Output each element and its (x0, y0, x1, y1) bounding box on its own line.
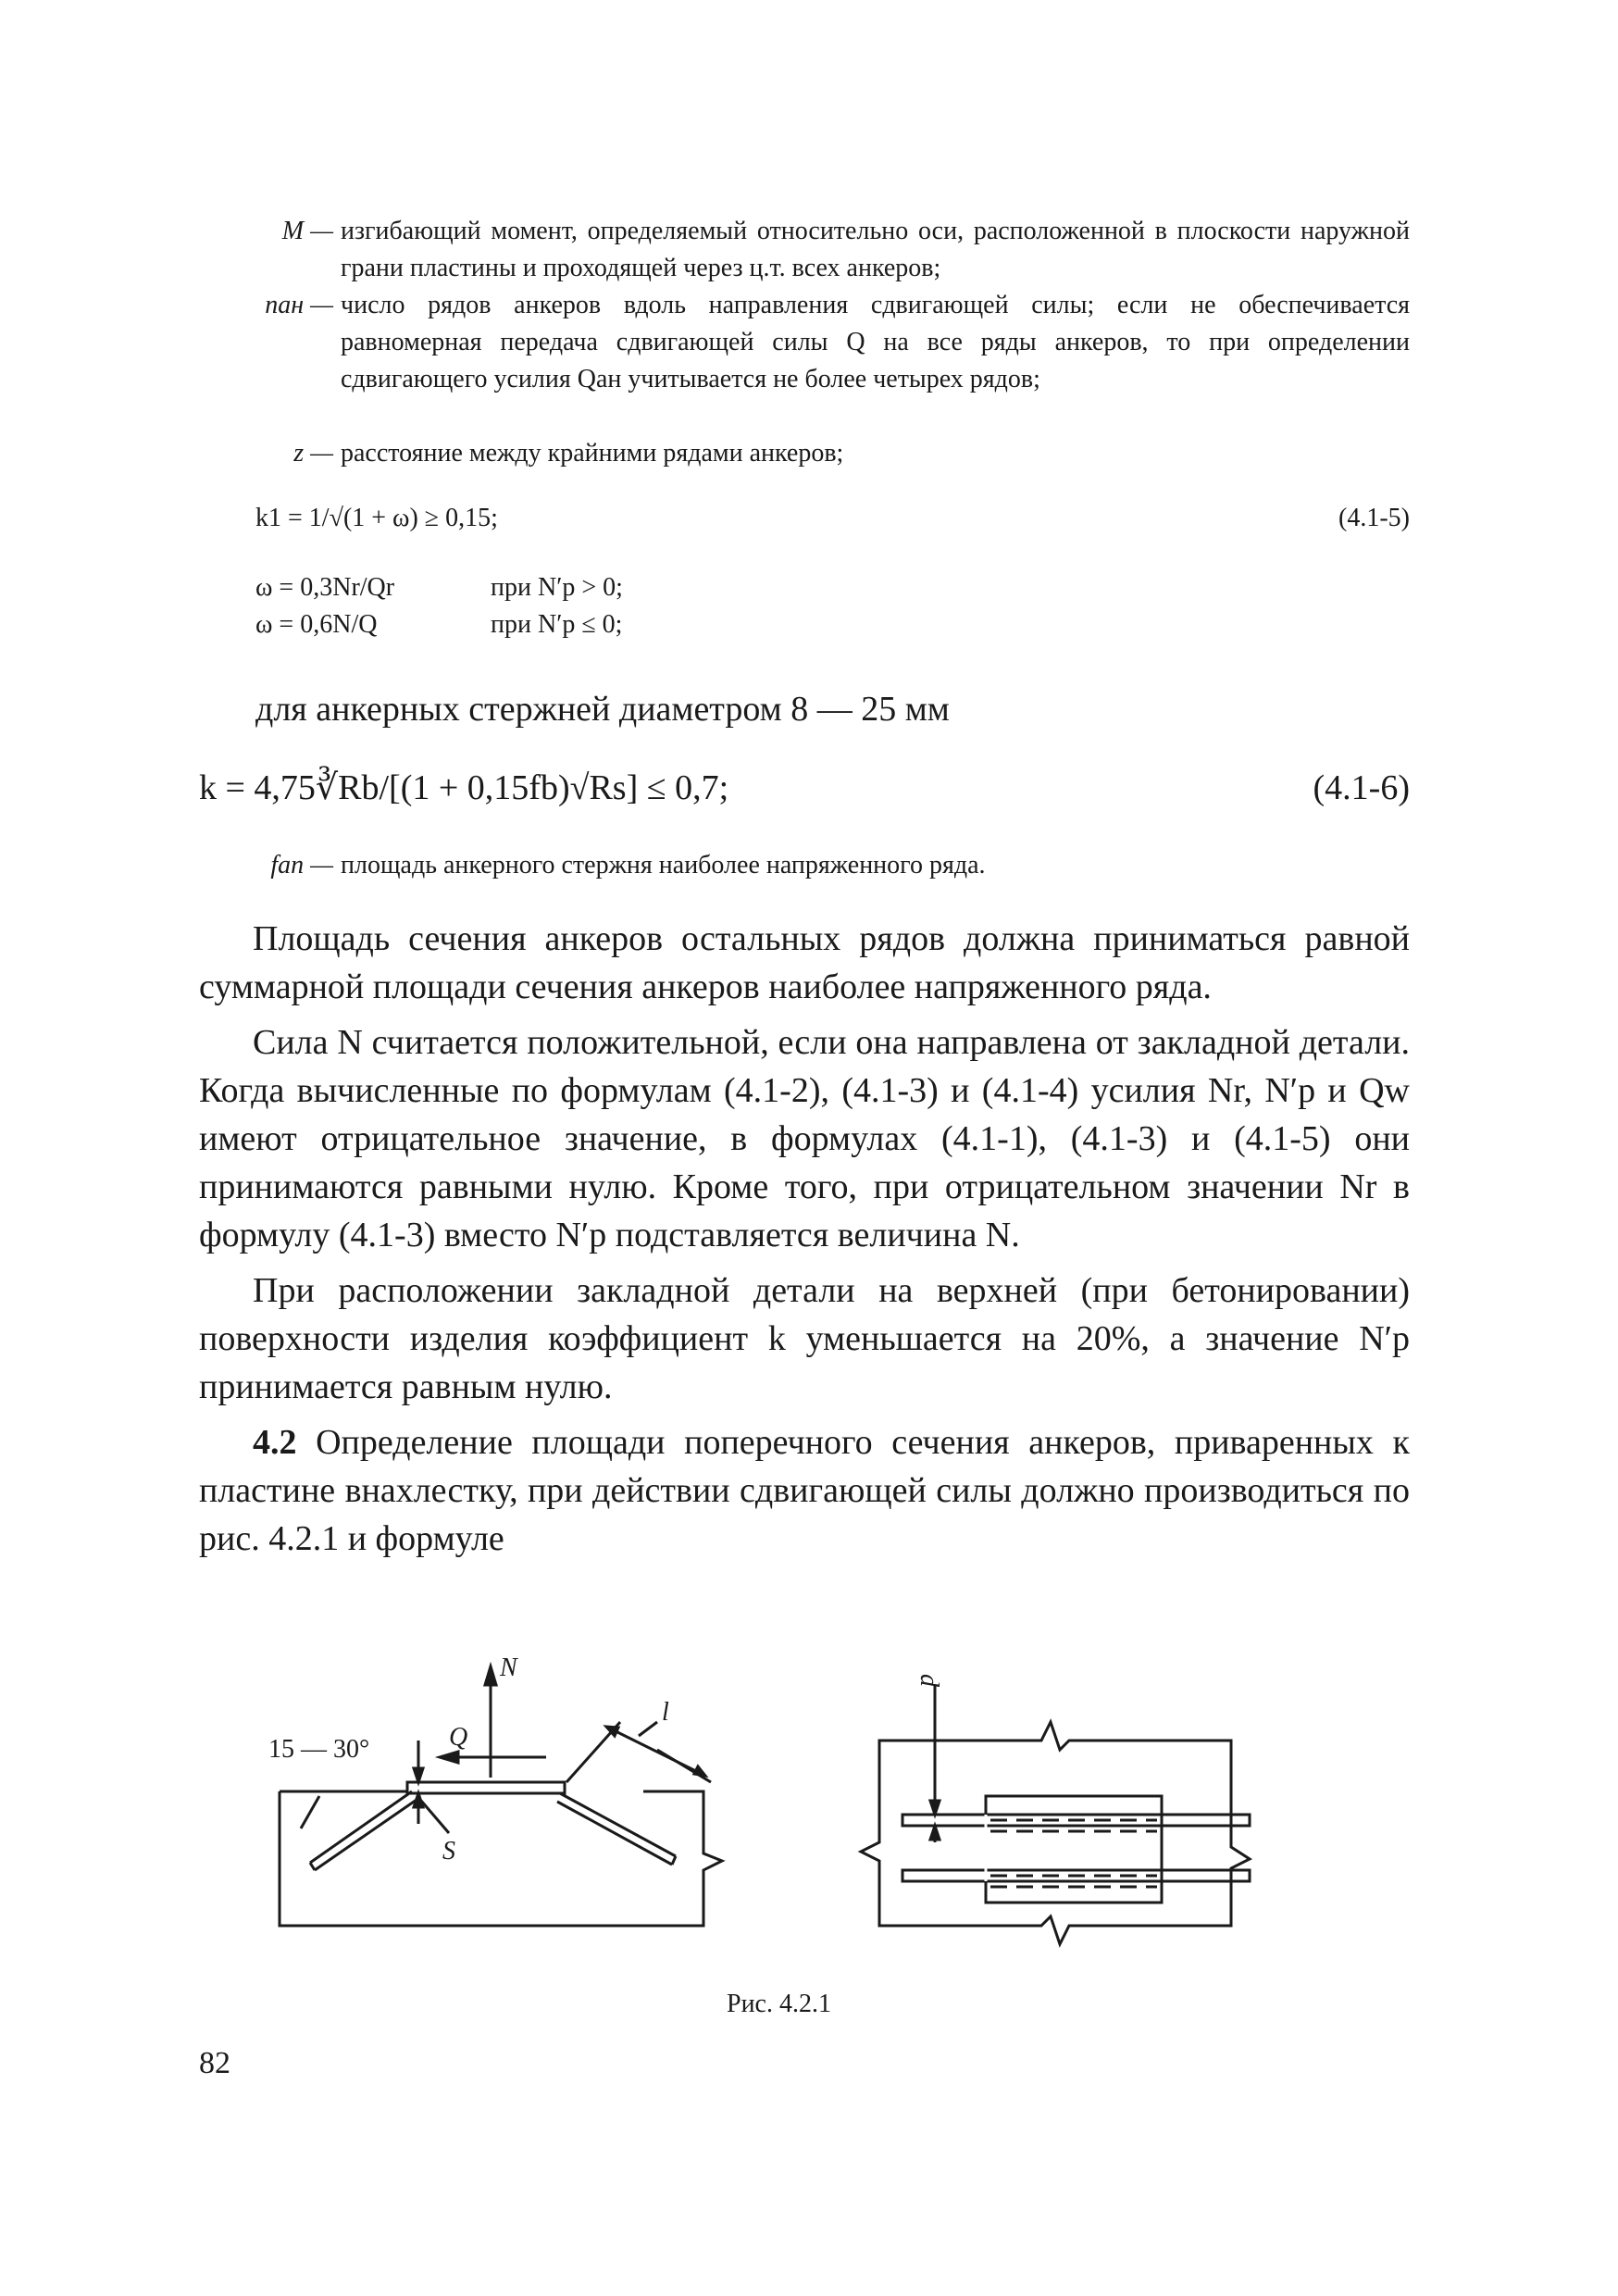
figure-anchor-side-view (268, 1648, 750, 1981)
omega-expr-2: ω = 0,6N/Q (255, 610, 378, 639)
paragraph-1: Площадь сечения анкеров остальных рядов должна приниматься равной суммарной площади сечения анкеров наиболее напряженного ряда. (199, 919, 1410, 1006)
body-text (199, 915, 1410, 1563)
label-l: l (662, 1698, 669, 1727)
def-text-z: расстояние между крайними рядами анкеров; (341, 439, 844, 468)
def-symbol-fan: fan — (270, 851, 333, 880)
anchor-heading: для анкерных стержней диаметром 8 — 25 мм (255, 690, 950, 729)
page-number: 82 (199, 2046, 230, 2080)
section-4-2 (199, 1418, 1410, 1563)
equation-number-4-1-6: (4.1-6) (1313, 768, 1410, 807)
omega-expr-1: ω = 0,3Nr/Qr (255, 573, 395, 602)
figure-anchor-plan-view (842, 1648, 1268, 1981)
equation-k: k = 4,75∛Rb/[(1 + 0,15fb)√Rs] ≤ 0,7; (199, 768, 729, 807)
figure-caption: Рис. 4.2.1 (727, 1990, 831, 2018)
def-text-nan: число рядов анкеров вдоль направления сдвигающей силы; если не обеспечивается равномерная передача сдвигающей силы Q на все ряды анкеров, то при определении сдвигающего усилия Qан учитывается не более четырех рядов; (341, 291, 1410, 393)
label-Q: Q (449, 1723, 468, 1752)
label-S: S (442, 1837, 455, 1866)
label-N: N (500, 1653, 517, 1682)
equation-number-4-1-5: (4.1-5) (1338, 504, 1410, 532)
equation-k1: k1 = 1/√(1 + ω) ≥ 0,15; (255, 504, 498, 532)
omega-cond-2: при N′p ≤ 0; (491, 610, 623, 639)
def-text-M: изгибающий момент, определяемый относительно оси, расположенной в плоскости наружной грани пластины и проходящей через ц.т. всех анкеров; (341, 217, 1410, 282)
def-symbol-M: M — (281, 217, 333, 245)
paragraph-2: Сила N считается положительной, если она направлена от закладной детали. Когда вычисленные по формулам (4.1-2), (4.1-3) и (4.1-4) усилия Nr, N′p и Qw имеют отрицательное значение, в формулах (4.1-1), (4.1-3) и (4.1-5) они принимаются равными нулю. Кроме того, при отрицательном значении Nr в формулу (4.1-3) вместо N′p подставляется величина N. (199, 1023, 1410, 1254)
def-symbol-nan: nан — (265, 291, 333, 319)
def-text-fan: площадь анкерного стержня наиболее напряженного ряда. (341, 851, 986, 880)
def-symbol-z: z — (293, 439, 333, 468)
label-d: d (915, 1674, 943, 1687)
section-text: Определение площади поперечного сечения анкеров, приваренных к пластине внахлестку, при действии сдвигающей силы должно производиться по рис. 4.2.1 и формуле (199, 1423, 1410, 1558)
label-angle: 15 — 30° (268, 1735, 370, 1764)
paragraph-3: При расположении закладной детали на верхней (при бетонировании) поверхности изделия коэффициент k уменьшается на 20%, а значение N′p принимается равным нулю. (199, 1271, 1410, 1406)
section-number: 4.2 (253, 1423, 297, 1462)
omega-cond-1: при N′p > 0; (491, 573, 623, 602)
